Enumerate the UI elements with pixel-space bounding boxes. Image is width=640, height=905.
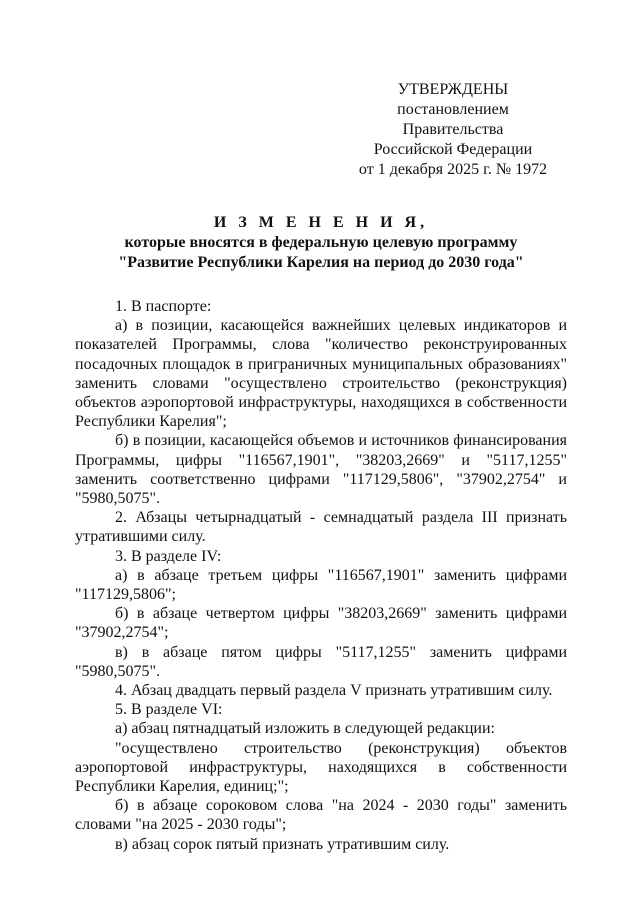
paragraph: 4. Абзац двадцать первый раздела V признать утратившим силу.	[115, 682, 553, 700]
approval-date-line: от 1 декабря 2025 г. № 1972	[358, 161, 548, 178]
document-title	[75, 213, 567, 273]
paragraph: "осуществлено строительство (реконструкция) объектов аэропортовой инфраструктуры, находящихся в собственности Республики Карелия, единиц;";	[75, 739, 567, 796]
paragraph: 1. В паспорте:	[115, 298, 212, 315]
document-body	[75, 297, 567, 854]
title-program-name: "Развитие Республики Карелия на период до 2030 года"	[118, 254, 524, 271]
approval-heading: УТВЕРЖДЕНЫ	[397, 81, 509, 98]
approval-stamp-block	[346, 80, 560, 180]
paragraph: 2. Абзацы четырнадцатый - семнадцатый раздела III признать утратившими силу.	[75, 509, 567, 546]
paragraph: б) в абзаце сороковом слова "на 2024 - 2030 годы" заменить словами "на 2025 - 2030 годы";	[75, 797, 567, 834]
approval-line: Российской Федерации	[373, 141, 533, 158]
paragraph: в) в абзаце пятом цифры "5117,1255" заменить цифрами "5980,5075".	[75, 643, 567, 680]
title-heading: И З М Е Н Е Н И Я,	[213, 214, 429, 231]
paragraph: б) в позиции, касающейся объемов и источников финансирования Программы, цифры "116567,1901", "38203,2669" и "5117,1255" заменить соответственно цифрами "117129,5806", "37902,2754" и "5980,5075".	[75, 432, 567, 508]
title-subline: которые вносятся в федеральную целевую программу	[124, 234, 518, 251]
paragraph: б) в абзаце четвертом цифры "38203,2669" заменить цифрами "37902,2754";	[75, 605, 567, 642]
paragraph: в) абзац сорок пятый признать утратившим силу.	[115, 835, 450, 853]
paragraph: 3. В разделе IV:	[115, 547, 222, 565]
paragraph: а) в абзаце третьем цифры "116567,1901" заменить цифрами "117129,5806";	[75, 566, 567, 604]
paragraph: а) абзац пятнадцатый изложить в следующей редакции:	[115, 720, 495, 738]
paragraph: 5. В разделе VI:	[115, 701, 223, 719]
paragraph: а) в позиции, касающейся важнейших целевых индикаторов и показателей Программы, слова "количество реконструированных посадочных площадок в приграничных муниципальных образованиях" заменить словами "осуществлено строительство (реконструкция) объектов аэропортовой инфраструктуры, находящихся в собственности Республики Карелия";	[75, 317, 567, 431]
approval-line: постановлением Правительства	[397, 101, 509, 138]
